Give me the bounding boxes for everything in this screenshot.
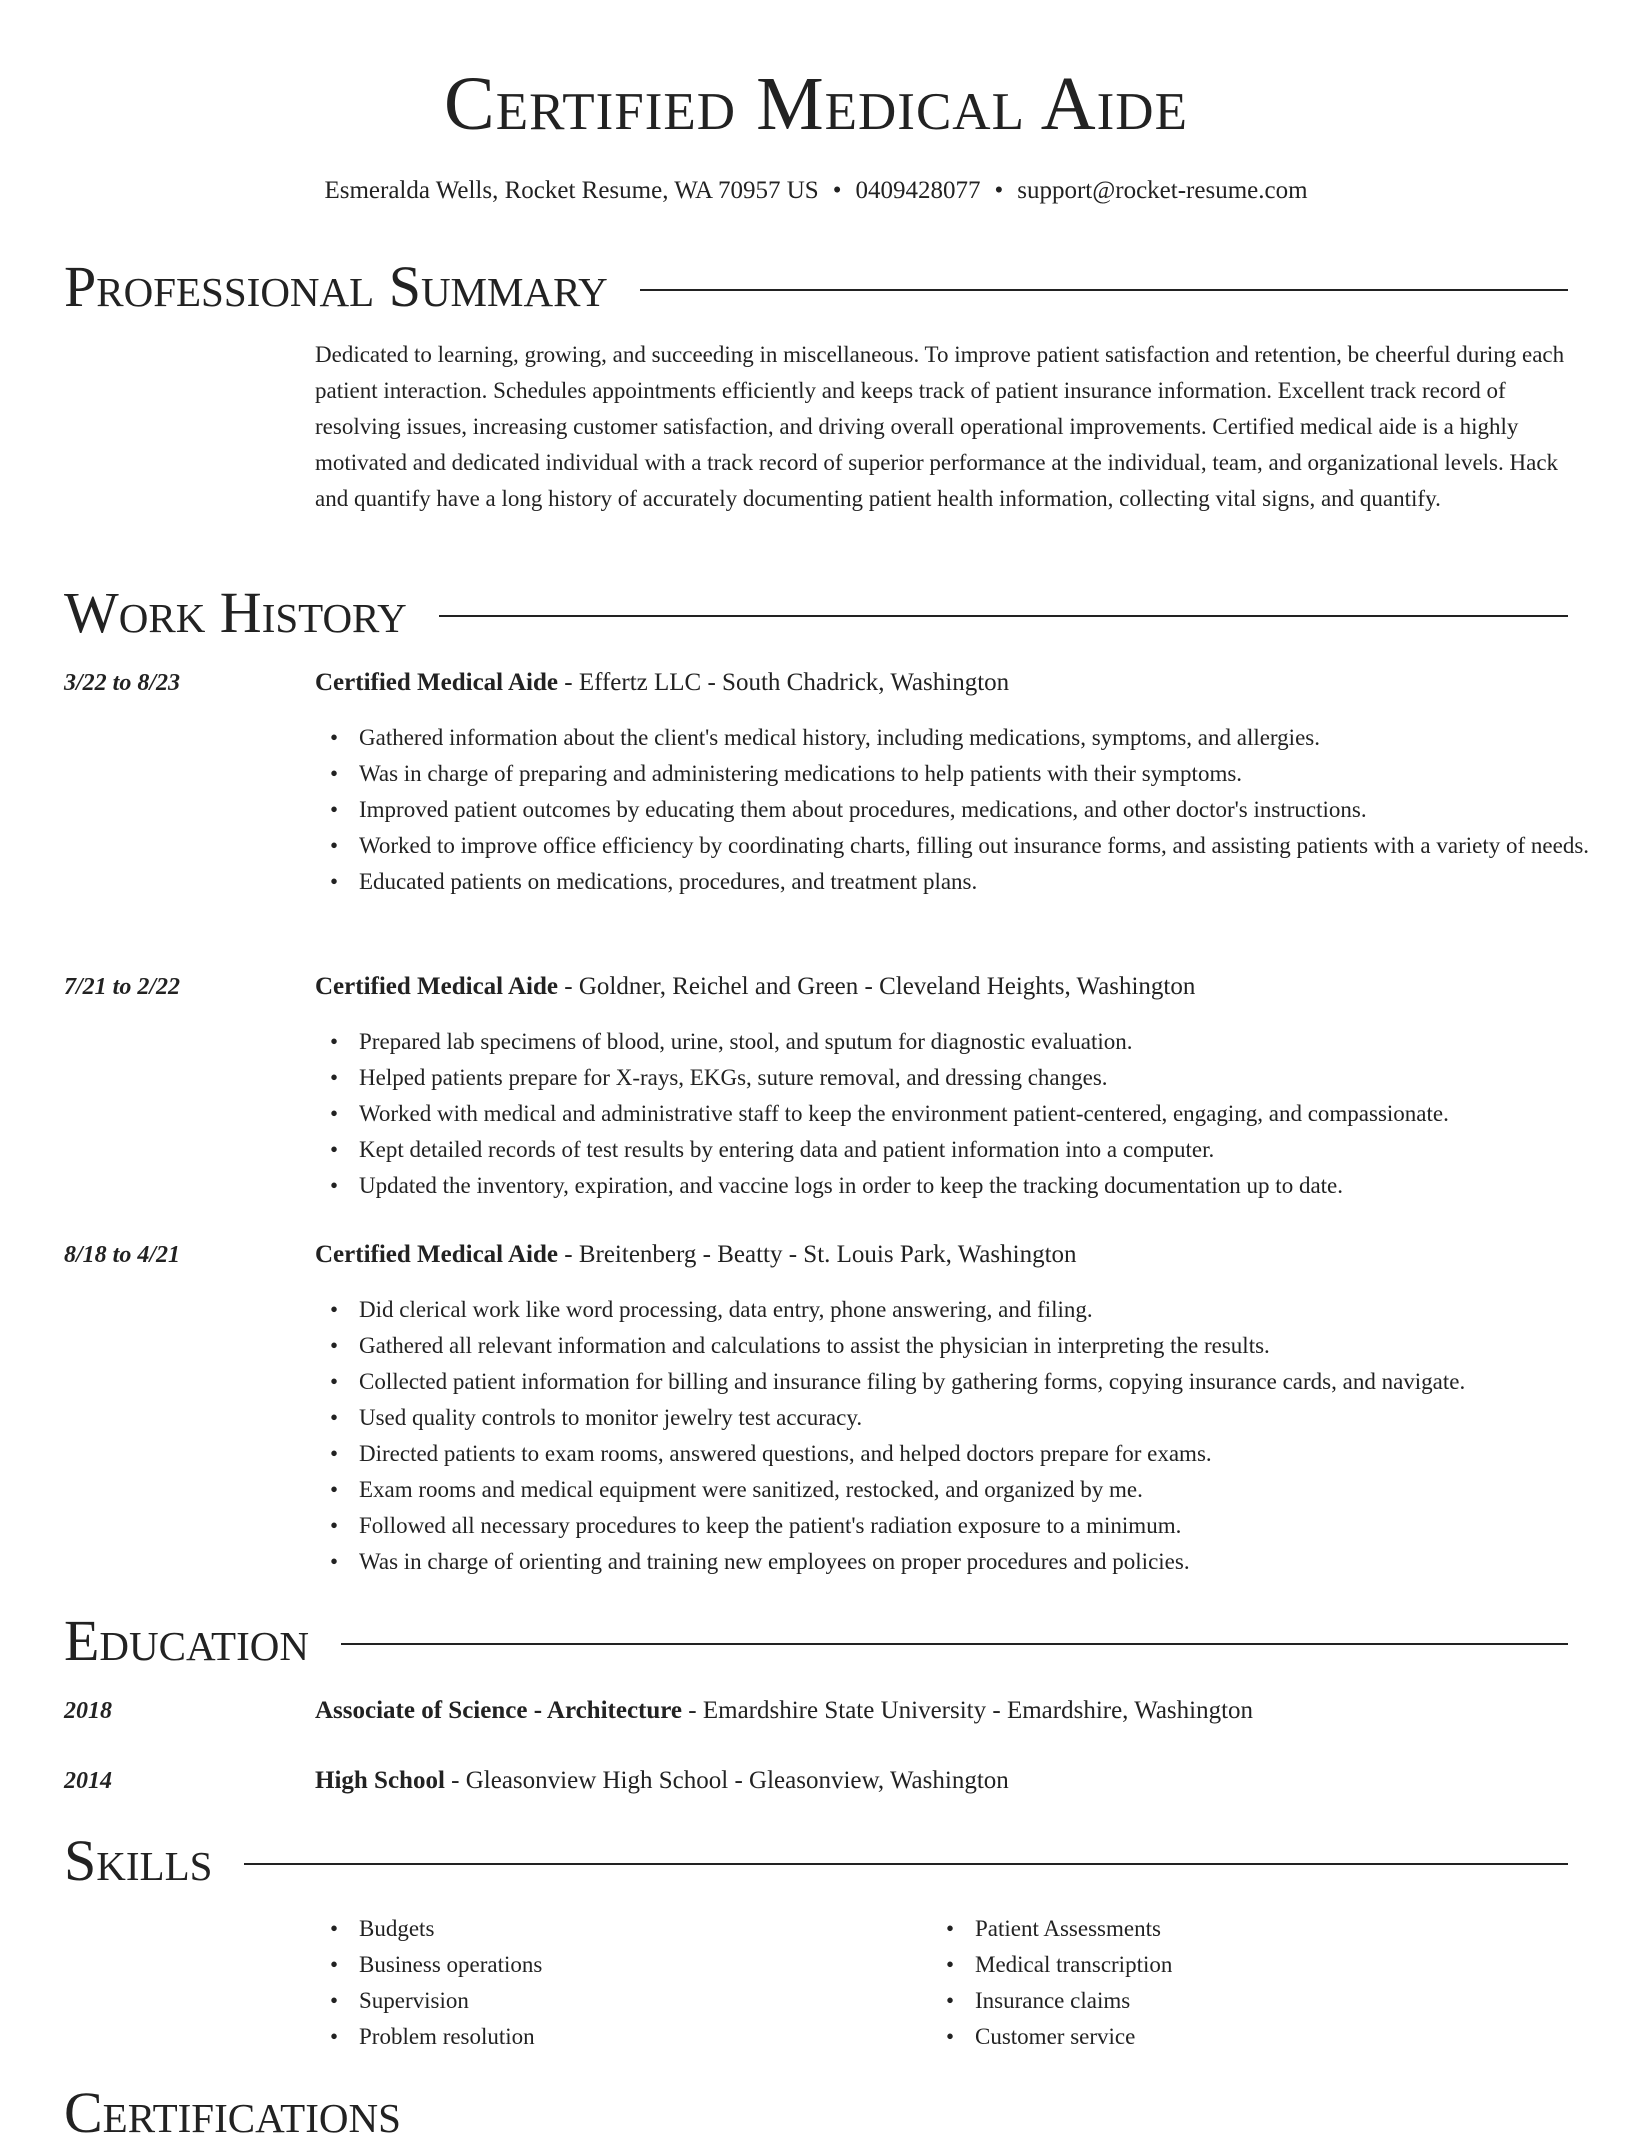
- job-dates: 8/18 to 4/21: [64, 1242, 181, 1268]
- contact-separator: •: [832, 177, 842, 204]
- education-degree: High School: [315, 1767, 445, 1794]
- section-divider: [439, 615, 1568, 617]
- job-heading: [315, 971, 1573, 1003]
- list-item: • Directed patients to exam rooms, answered questions, and helped doctors prepare for exams.: [359, 1436, 1617, 1472]
- list-item: • Gathered all relevant information and calculations to assist the physician in interpreting the results.: [359, 1328, 1617, 1364]
- section-title-work: Work History: [64, 580, 407, 645]
- skill-item: • Insurance claims: [975, 1983, 1535, 2019]
- section-title-summary: Professional Summary: [64, 254, 608, 319]
- section-header-skills: [64, 1828, 1568, 1894]
- job-employer: - Goldner, Reichel and Green - Cleveland Heights, Washington: [558, 973, 1196, 1000]
- list-item: • Was in charge of orienting and training new employees on proper procedures and policies.: [359, 1544, 1617, 1580]
- list-item: • Updated the inventory, expiration, and vaccine logs in order to keep the tracking documentation up to date.: [359, 1168, 1617, 1204]
- skills-list-left: [315, 1911, 919, 2055]
- list-item: • Collected patient information for billing and insurance filing by gathering forms, copying insurance cards, and navigate.: [359, 1364, 1617, 1400]
- section-title-education: Education: [64, 1608, 309, 1673]
- skill-item: • Budgets: [359, 1911, 919, 1947]
- job-bullets: [315, 1292, 1617, 1580]
- job-dates: 7/21 to 2/22: [64, 974, 181, 1000]
- section-title-certifications: Certifications: [64, 2080, 401, 2145]
- skills-list-right: [931, 1911, 1535, 2055]
- section-header-certifications: [64, 2080, 1568, 2146]
- list-item: • Worked with medical and administrative staff to keep the environment patient-centered, engaging, and compassionate.: [359, 1096, 1617, 1132]
- job-bullets: [315, 1024, 1617, 1204]
- list-item: • Improved patient outcomes by educating them about procedures, medications, and other doctor's instructions.: [359, 792, 1617, 828]
- list-item: • Educated patients on medications, procedures, and treatment plans.: [359, 864, 1617, 900]
- section-divider: [341, 1643, 1568, 1645]
- list-item: • Gathered information about the client's medical history, including medications, symptoms, and allergies.: [359, 720, 1617, 756]
- education-entry: [315, 1695, 1573, 1727]
- list-item: • Helped patients prepare for X-rays, EKGs, suture removal, and dressing changes.: [359, 1060, 1617, 1096]
- job-dates: 3/22 to 8/23: [64, 670, 181, 696]
- resume-title: Certified Medical Aide: [444, 62, 1188, 146]
- education-year: 2014: [64, 1768, 112, 1794]
- list-item: • Kept detailed records of test results by entering data and patient information into a computer.: [359, 1132, 1617, 1168]
- skill-item: • Customer service: [975, 2019, 1535, 2055]
- job-heading: [315, 667, 1573, 699]
- job-employer: - Breitenberg - Beatty - St. Louis Park, Washington: [558, 1241, 1077, 1268]
- list-item: • Used quality controls to monitor jewelry test accuracy.: [359, 1400, 1617, 1436]
- education-year: 2018: [64, 1698, 112, 1724]
- list-item: • Followed all necessary procedures to keep the patient's radiation exposure to a minimum.: [359, 1508, 1617, 1544]
- list-item: • Worked to improve office efficiency by coordinating charts, filling out insurance forms, and assisting patients with a variety of needs.: [359, 828, 1617, 864]
- job-heading: [315, 1239, 1573, 1271]
- skill-item: • Medical transcription: [975, 1947, 1535, 1983]
- education-school: - Gleasonview High School - Gleasonview, Washington: [444, 1767, 1009, 1794]
- contact-separator: •: [994, 177, 1004, 204]
- skill-item: • Business operations: [359, 1947, 919, 1983]
- list-item: • Prepared lab specimens of blood, urine, stool, and sputum for diagnostic evaluation.: [359, 1024, 1617, 1060]
- education-school: - Emardshire State University - Emardshire, Washington: [682, 1697, 1254, 1724]
- section-header-work: [64, 580, 1568, 646]
- job-role: Certified Medical Aide: [315, 1241, 558, 1268]
- education-degree: Associate of Science - Architecture: [315, 1697, 683, 1724]
- contact-email: support@rocket-resume.com: [1017, 177, 1308, 204]
- contact-phone: 0409428077: [855, 177, 981, 204]
- section-divider: [640, 289, 1568, 291]
- section-header-education: [64, 1608, 1568, 1674]
- section-header-summary: [64, 254, 1568, 320]
- summary-paragraph: Dedicated to learning, growing, and succeeding in miscellaneous. To improve patient satisfaction and retention, be cheerful during each patient interaction. Schedules appointments efficiently and keeps track of patient insurance information. Excellent track record of resolving issues, increasing customer satisfaction, and driving overall operational improvements. Certified medical aide is a highly motivated and dedicated individual with a track record of superior performance at the individual, team, and organizational levels. Hack and quantify have a long history of accurately documenting patient health information, collecting vital signs, and quantify.: [315, 342, 1565, 511]
- job-role: Certified Medical Aide: [315, 973, 558, 1000]
- section-title-skills: Skills: [64, 1828, 213, 1893]
- section-divider: [244, 1863, 1568, 1865]
- contact-line: [0, 174, 1632, 208]
- job-role: Certified Medical Aide: [315, 669, 558, 696]
- skill-item: • Problem resolution: [359, 2019, 919, 2055]
- skill-item: • Supervision: [359, 1983, 919, 2019]
- list-item: • Was in charge of preparing and administering medications to help patients with their symptoms.: [359, 756, 1617, 792]
- job-bullets: [315, 720, 1617, 900]
- skill-item: • Patient Assessments: [975, 1911, 1535, 1947]
- job-employer: - Effertz LLC - South Chadrick, Washington: [558, 669, 1010, 696]
- list-item: • Exam rooms and medical equipment were sanitized, restocked, and organized by me.: [359, 1472, 1617, 1508]
- list-item: • Did clerical work like word processing, data entry, phone answering, and filing.: [359, 1292, 1617, 1328]
- education-entry: [315, 1765, 1573, 1797]
- contact-address: Esmeralda Wells, Rocket Resume, WA 70957 US: [324, 177, 819, 204]
